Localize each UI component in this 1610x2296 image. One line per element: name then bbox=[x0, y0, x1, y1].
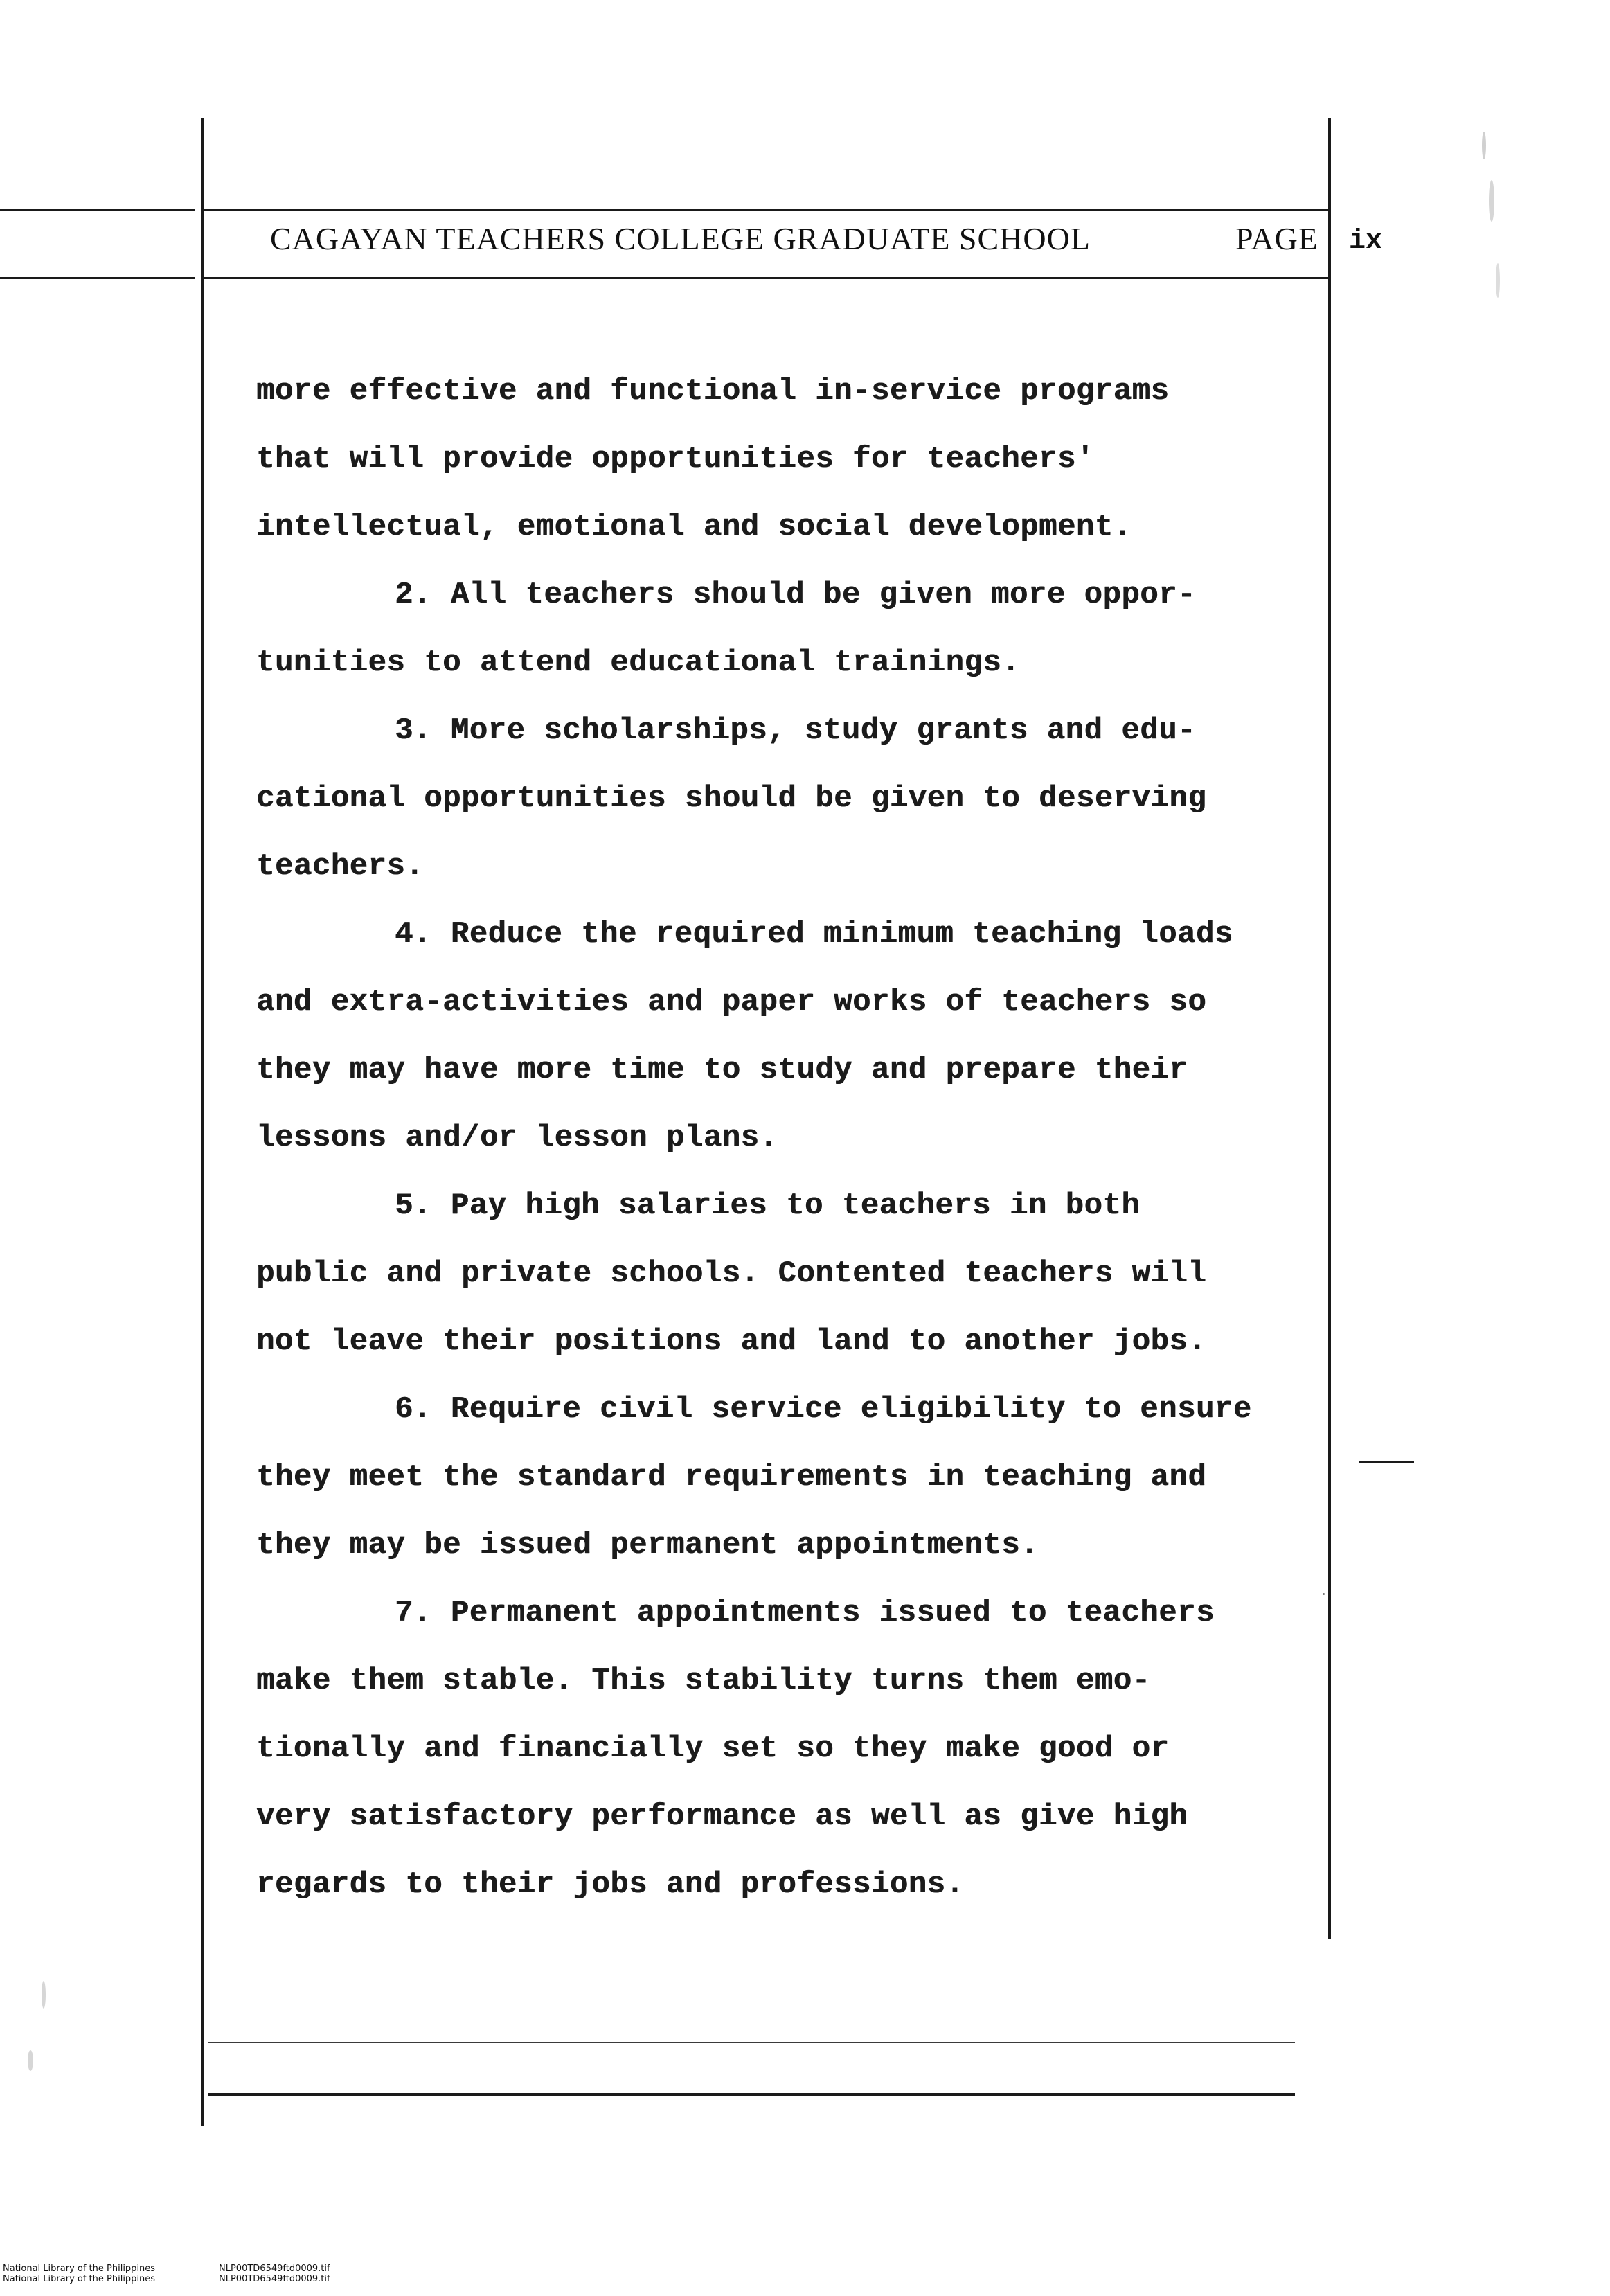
scan-artifact bbox=[1496, 263, 1500, 298]
scan-artifact bbox=[42, 1981, 46, 2009]
text-line: cational opportunities should be given to deserving bbox=[256, 781, 1207, 816]
scan-artifact bbox=[1489, 180, 1494, 222]
text-line: 5. Pay high salaries to teachers in both bbox=[395, 1189, 1141, 1223]
footer-source-line: National Library of the Philippines bbox=[3, 2263, 156, 2274]
text-line: more effective and functional in-service programs bbox=[256, 374, 1170, 409]
top-rule-left-stub bbox=[0, 209, 195, 211]
text-line: public and private schools. Contented teachers will bbox=[256, 1256, 1207, 1291]
page-label: PAGE bbox=[1235, 221, 1318, 256]
text-line: tunities to attend educational trainings. bbox=[256, 646, 1021, 680]
text-line: regards to their jobs and professions. bbox=[256, 1867, 965, 1902]
text-line: tionally and financially set so they make good or bbox=[256, 1732, 1170, 1766]
footer-file-line: NLP00TD6549ftd0009.tif bbox=[219, 2263, 330, 2274]
header-bottom-rule-left-stub bbox=[0, 277, 195, 279]
text-line: 4. Reduce the required minimum teaching loads bbox=[395, 917, 1233, 952]
text-line: not leave their positions and land to another jobs. bbox=[256, 1324, 1207, 1359]
left-margin-rule bbox=[201, 118, 204, 2126]
header-bottom-rule bbox=[202, 277, 1330, 279]
page-number: ix bbox=[1349, 226, 1383, 257]
bottom-faint-rule bbox=[208, 2042, 1295, 2043]
right-margin-rule bbox=[1328, 118, 1331, 1939]
text-line: 3. More scholarships, study grants and edu- bbox=[395, 713, 1196, 748]
text-line: they meet the standard requirements in teaching and bbox=[256, 1460, 1207, 1495]
text-line: very satisfactory performance as well as give high bbox=[256, 1799, 1188, 1834]
text-line: 7. Permanent appointments issued to teachers bbox=[395, 1596, 1215, 1630]
text-line: they may have more time to study and prepare their bbox=[256, 1053, 1188, 1087]
text-line: they may be issued permanent appointments. bbox=[256, 1528, 1039, 1563]
header-top-rule bbox=[202, 209, 1330, 211]
text-line: 6. Require civil service eligibility to ensure bbox=[395, 1392, 1252, 1427]
footer-file-line: NLP00TD6549ftd0009.tif bbox=[219, 2274, 330, 2284]
text-line: intellectual, emotional and social development. bbox=[256, 510, 1132, 544]
scan-artifact bbox=[28, 2050, 33, 2071]
scan-artifact bbox=[1323, 1593, 1325, 1595]
text-line: make them stable. This stability turns them emo- bbox=[256, 1664, 1151, 1698]
scan-artifact bbox=[1482, 132, 1486, 159]
right-side-mark bbox=[1359, 1461, 1414, 1463]
text-line: 2. All teachers should be given more oppor- bbox=[395, 578, 1196, 612]
bottom-rule bbox=[208, 2093, 1295, 2096]
page-header-title: CAGAYAN TEACHERS COLLEGE GRADUATE SCHOOL bbox=[270, 221, 1091, 256]
text-line: and extra-activities and paper works of teachers so bbox=[256, 985, 1207, 1020]
text-line: that will provide opportunities for teachers' bbox=[256, 442, 1095, 477]
footer-source-line: National Library of the Philippines bbox=[3, 2274, 156, 2284]
text-line: teachers. bbox=[256, 849, 424, 884]
text-line: lessons and/or lesson plans. bbox=[256, 1121, 778, 1155]
